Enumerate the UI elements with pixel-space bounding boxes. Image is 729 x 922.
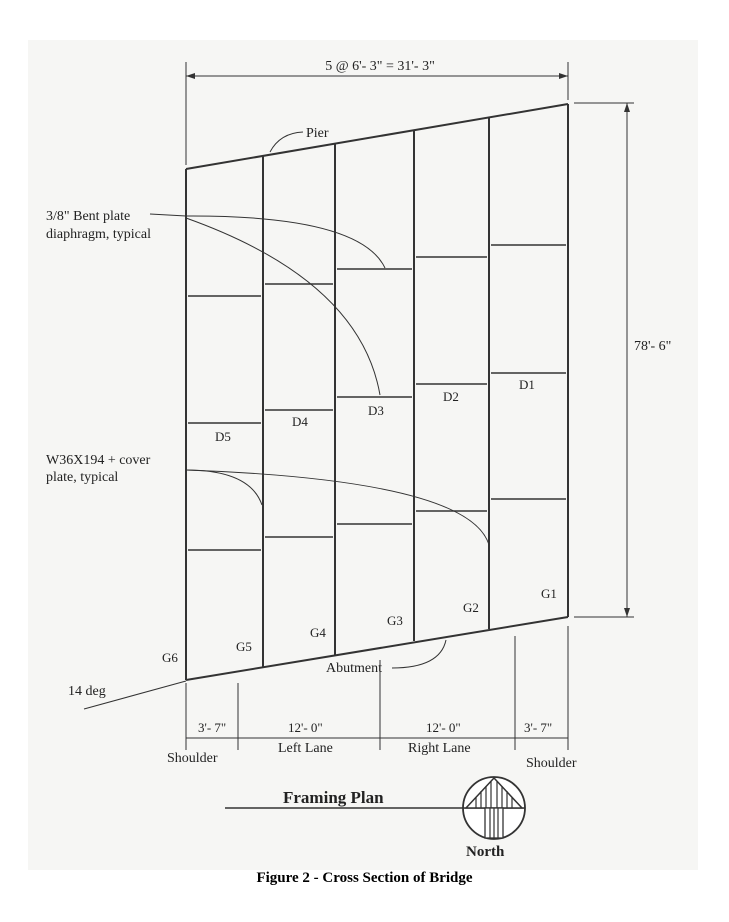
girder-label-g1: G1 <box>541 586 557 601</box>
bent-plate-label-line1: 3/8" Bent plate <box>46 209 131 224</box>
girder-label-g6: G6 <box>162 650 178 665</box>
diaphragm-label-d2: D2 <box>443 389 459 404</box>
girder-label-g5: G5 <box>236 639 252 654</box>
w36-label-line2: plate, typical <box>46 470 119 485</box>
girder-label-g3: G3 <box>387 613 403 628</box>
bottom-dim-shoulder-right: 3'- 7" <box>524 720 553 735</box>
lane-left: Left Lane <box>278 741 333 756</box>
lane-right: Right Lane <box>408 741 471 756</box>
girder-label-g2: G2 <box>463 600 479 615</box>
lane-shoulder-right: Shoulder <box>526 756 577 771</box>
bottom-dim-left-lane: 12'- 0" <box>288 720 323 735</box>
figure-caption: Figure 2 - Cross Section of Bridge <box>256 870 473 886</box>
bottom-dim-right-lane: 12'- 0" <box>426 720 461 735</box>
span-dimension-text: 78'- 6" <box>634 339 672 354</box>
girder-label-g4: G4 <box>310 625 326 640</box>
w36-label-line1: W36X194 + cover <box>46 453 151 468</box>
north-label: North <box>466 844 505 860</box>
plan-title: Framing Plan <box>283 788 384 807</box>
lane-shoulder-left: Shoulder <box>167 751 218 766</box>
diaphragm-label-d4: D4 <box>292 414 308 429</box>
skew-angle-label: 14 deg <box>68 684 106 699</box>
abutment-label: Abutment <box>326 661 382 676</box>
bottom-dim-shoulder-left: 3'- 7" <box>198 720 227 735</box>
bent-plate-label-line2: diaphragm, typical <box>46 227 151 242</box>
diaphragm-label-d5: D5 <box>215 429 231 444</box>
diaphragm-label-d1: D1 <box>519 377 535 392</box>
diaphragm-label-d3: D3 <box>368 403 384 418</box>
north-arrow-icon <box>463 777 525 839</box>
top-dimension-text: 5 @ 6'- 3" = 31'- 3" <box>325 59 435 74</box>
pier-label: Pier <box>306 126 329 141</box>
